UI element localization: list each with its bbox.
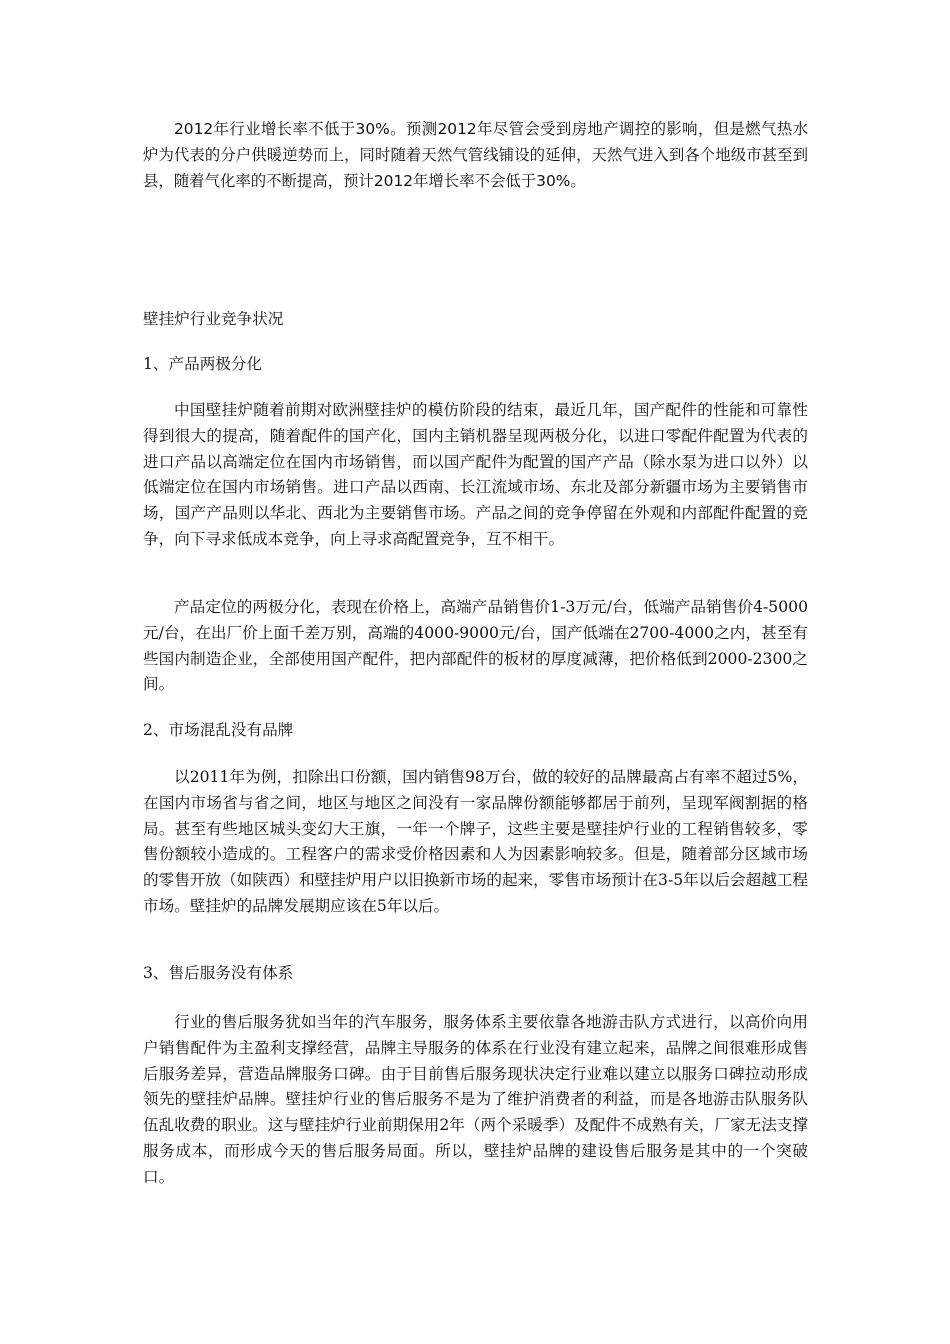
- paragraph-industry-growth: 2012年行业增长率不低于30%。预测2012年尽管会受到房地产调控的影响，但是燃气热水炉为代表的分户供暖逆势而上，同时随着天然气管线铺设的延伸，天然气进入到各个地级市甚至到县，随着气化率的不断提高，预计2012年增长率不会低于30%。: [143, 120, 808, 190]
- paragraph-price-positioning: 产品定位的两极分化，表现在价格上，高端产品销售价1-3万元/台，低端产品销售价4-5000元/台，在出厂价上面千差万别，高端的4000-9000元/台，国产低端在2700-4000之内，甚至有些国内制造企业，全部使用国产配件，把内部配件的板材的厚度减薄，把价格低到2000-2300之间。: [143, 598, 808, 694]
- subheading-market-chaos: 2、市场混乱没有品牌: [143, 721, 294, 739]
- subheading-after-sales: 3、售后服务没有体系: [143, 964, 294, 982]
- section-title: 壁挂炉行业竞争状况: [143, 310, 284, 328]
- paragraph-market-chaos: 以2011年为例，扣除出口份额，国内销售98万台，做的较好的品牌最高占有率不超过5%，在国内市场省与省之间，地区与地区之间没有一家品牌份额能够都居于前列，呈现军阀割据的格局。甚至有些地区城头变幻大王旗，一年一个牌子，这些主要是壁挂炉行业的工程销售较多，零售份额较小造成的。工程客户的需求受价格因素和人为因素影响较多。但是，随着部分区域市场的零售开放（如陕西）和壁挂炉用户以旧换新市场的起来，零售市场预计在3-5年以后会超越工程市场。壁挂炉的品牌发展期应该在5年以后。: [143, 768, 808, 915]
- paragraph-after-sales: 行业的售后服务犹如当年的汽车服务，服务体系主要依靠各地游击队方式进行，以高价向用户销售配件为主盈利支撑经营，品牌主导服务的体系在行业没有建立起来，品牌之间很难形成售后服务差异，营造品牌服务口碑。由于目前售后服务现状决定行业难以建立以服务口碑拉动形成领先的壁挂炉品牌。壁挂炉行业的售后服务不是为了维护消费者的利益，而是各地游击队服务队伍乱收费的职业。这与壁挂炉行业前期保用2年（两个采暖季）及配件不成熟有关，厂家无法支撑服务成本，而形成今天的售后服务局面。所以，壁挂炉品牌的建设售后服务是其中的一个突破口。: [143, 1013, 808, 1186]
- paragraph-product-polarization: 中国壁挂炉随着前期对欧洲壁挂炉的模仿阶段的结束，最近几年，国产配件的性能和可靠性得到很大的提高，随着配件的国产化，国内主销机器呈现两极分化，以进口零配件配置为代表的进口产品以高端定位在国内市场销售，而以国产配件为配置的国产产品（除水泵为进口以外）以低端定位在国内市场销售。进口产品以西南、长江流域市场、东北及部分新疆市场为主要销售市场，国产产品则以华北、西北为主要销售市场。产品之间的竞争停留在外观和内部配件配置的竞争，向下寻求低成本竞争，向上寻求高配置竞争，互不相干。: [143, 401, 808, 548]
- subheading-product-polarization: 1、产品两极分化: [143, 355, 263, 373]
